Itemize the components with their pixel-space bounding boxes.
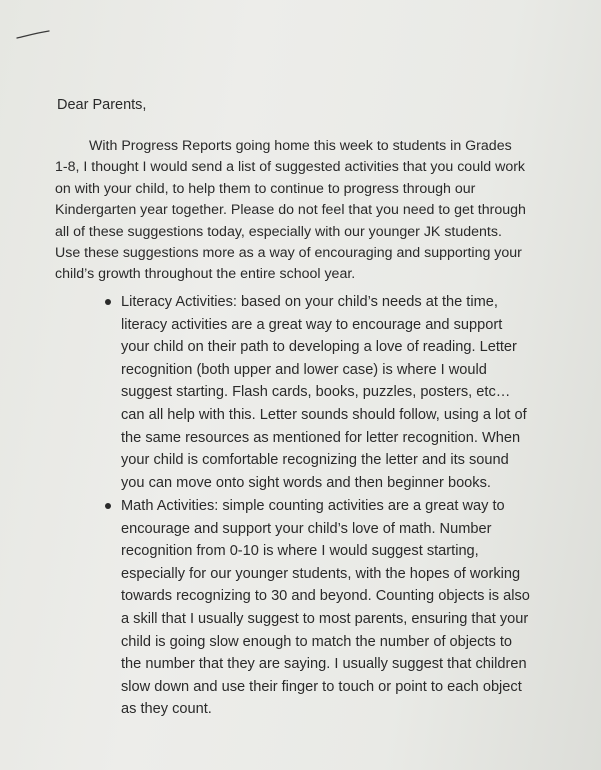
- intro-line: With Progress Reports going home this week to students in Grades: [89, 138, 512, 154]
- math-line: a skill that I usually suggest to most parents, ensuring that your: [121, 610, 529, 627]
- bullet-icon: [105, 503, 111, 509]
- math-line: encourage and support your child’s love of math. Number: [121, 520, 492, 537]
- literacy-line: suggest starting. Flash cards, books, puzzles, posters, etc…: [121, 384, 511, 401]
- bullet-row: [105, 291, 555, 494]
- intro-line: Use these suggestions more as a way of encouraging and supporting your: [55, 245, 522, 262]
- bullet-row: [105, 495, 555, 721]
- intro-line: on with your child, to help them to continue to progress through our: [55, 180, 476, 197]
- math-line: as they count.: [121, 701, 212, 718]
- literacy-line: the same resources as mentioned for letter recognition. When: [121, 429, 521, 446]
- intro-line: child’s growth throughout the entire school year.: [55, 266, 356, 283]
- literacy-line: you can move onto sight words and then beginner books.: [121, 474, 491, 491]
- math-line: especially for our younger students, with the hopes of working: [121, 565, 521, 582]
- math-line: the number that they are saying. I usually suggest that children: [121, 656, 527, 673]
- literacy-line: can all help with this. Letter sounds should follow, using a lot of: [121, 406, 527, 423]
- math-activities-item: [105, 495, 555, 721]
- literacy-line: your child on their path to developing a love of reading. Letter: [121, 339, 517, 356]
- intro-paragraph: [55, 136, 555, 286]
- math-line: child is going slow enough to match the number of objects to: [121, 633, 513, 650]
- literacy-line: recognition (both upper and lower case) is where I would: [121, 361, 487, 378]
- math-line: towards recognizing to 30 and beyond. Counting objects is also: [121, 588, 530, 605]
- intro-line: all of these suggestions today, especially with our younger JK students.: [55, 223, 502, 240]
- literacy-activities-item: [105, 291, 555, 494]
- intro-line: 1-8, I thought I would send a list of suggested activities that you could work: [55, 159, 526, 176]
- math-line: Math Activities: simple counting activities are a great way to: [121, 498, 505, 514]
- intro-line: Kindergarten year together. Please do not feel that you need to get through: [55, 202, 526, 219]
- math-line: recognition from 0-10 is where I would suggest starting,: [121, 543, 479, 560]
- literacy-line: your child is comfortable recognizing the letter and its sound: [121, 452, 509, 469]
- bullet-icon: [105, 299, 111, 305]
- math-line: slow down and use their finger to touch or point to each object: [121, 678, 522, 695]
- salutation: Dear Parents,: [57, 97, 147, 113]
- pen-mark: [16, 30, 50, 40]
- literacy-line: literacy activities are a great way to encourage and support: [121, 316, 503, 333]
- literacy-line: Literacy Activities: based on your child’s needs at the time,: [121, 294, 498, 310]
